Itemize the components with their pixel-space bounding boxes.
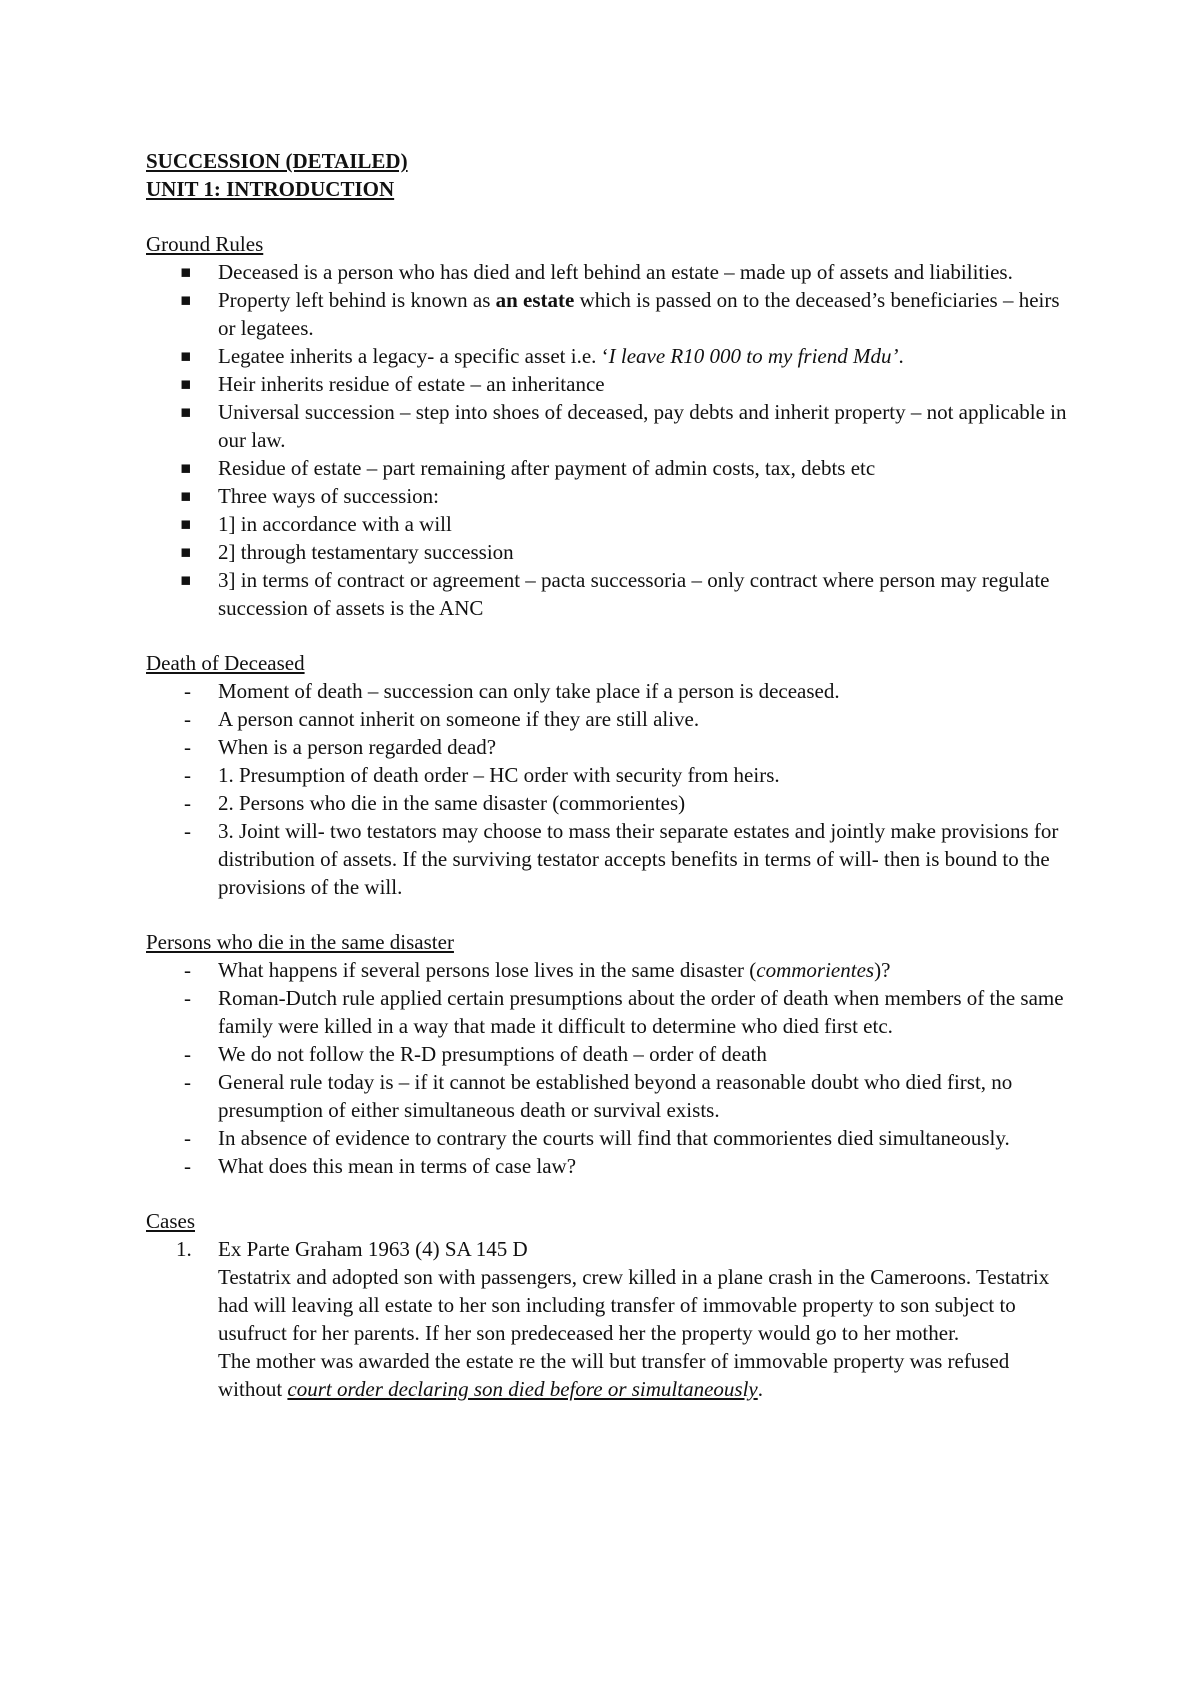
list-item: ▪ Legatee inherits a legacy- a specific asset i.e. ‘I leave R10 000 to my friend Mdu’. — [146, 342, 1076, 370]
case-holding: The mother was awarded the estate re the will but transfer of immovable property was refused without court order declaring son died before or simultaneously. — [218, 1349, 1010, 1401]
list-item: ▪ Property left behind is known as an estate which is passed on to the deceased’s beneficiaries – heirs or legatees. — [146, 286, 1076, 342]
list-item: ▪ Deceased is a person who has died and left behind an estate – made up of assets and liabilities. — [146, 258, 1076, 286]
legacy-example: I leave R10 000 to my friend Mdu’ — [608, 344, 899, 368]
commorientes-term: commorientes — [756, 958, 875, 982]
case-number: 1. — [176, 1237, 192, 1261]
list-item: ▪ 1] in accordance with a will — [146, 510, 1076, 538]
list-item: - 3. Joint will- two testators may choose to mass their separate estates and jointly make provisions for distribution of assets. If the surviving testator accepts benefits in terms of will- then is bound to the provisions of the will. — [146, 817, 1076, 901]
list-item: - When is a person regarded dead? — [146, 733, 1076, 761]
list-item: - In absence of evidence to contrary the courts will find that commorientes died simultaneously. — [146, 1124, 1076, 1152]
unit-title: UNIT 1: INTRODUCTION — [146, 177, 395, 201]
document-body — [146, 147, 1076, 1403]
list-item: ▪ 2] through testamentary succession — [146, 538, 1076, 566]
list-item: - A person cannot inherit on someone if they are still alive. — [146, 705, 1076, 733]
list-item: - What happens if several persons lose lives in the same disaster (commorientes)? — [146, 956, 1076, 984]
list-item: - 2. Persons who die in the same disaster (commorientes) — [146, 789, 1076, 817]
document-title: SUCCESSION (DETAILED) — [146, 149, 408, 173]
same-disaster-heading: Persons who die in the same disaster — [146, 930, 454, 954]
list-item: ▪ Universal succession – step into shoes of deceased, pay debts and inherit property – not applicable in our law. — [146, 398, 1076, 454]
estate-term: an estate — [495, 288, 575, 312]
list-item: - What does this mean in terms of case law? — [146, 1152, 1076, 1180]
same-disaster-list — [146, 956, 1076, 1180]
list-item: ▪ Residue of estate – part remaining after payment of admin costs, tax, debts etc — [146, 454, 1076, 482]
list-item: - Roman-Dutch rule applied certain presumptions about the order of death when members of the same family were killed in a way that made it difficult to determine who died first etc. — [146, 984, 1076, 1040]
cases-list — [146, 1235, 1076, 1403]
case-title: Ex Parte Graham 1963 (4) SA 145 D — [218, 1237, 528, 1261]
list-item: ▪ Three ways of succession: — [146, 482, 1076, 510]
death-of-deceased-list — [146, 677, 1076, 901]
court-order-emphasis: court order declaring son died before or simultaneously — [287, 1377, 758, 1401]
list-item: ▪ 3] in terms of contract or agreement – pacta successoria – only contract where person may regulate succession of assets is the ANC — [146, 566, 1076, 622]
list-item: - General rule today is – if it cannot be established beyond a reasonable doubt who died first, no presumption of either simultaneous death or survival exists. — [146, 1068, 1076, 1124]
death-of-deceased-heading: Death of Deceased — [146, 651, 305, 675]
cases-heading: Cases — [146, 1209, 195, 1233]
list-item: - We do not follow the R-D presumptions of death – order of death — [146, 1040, 1076, 1068]
list-item: - 1. Presumption of death order – HC order with security from heirs. — [146, 761, 1076, 789]
ground-rules-heading: Ground Rules — [146, 232, 264, 256]
case-item — [146, 1235, 1076, 1403]
ground-rules-list — [146, 258, 1076, 622]
case-facts: Testatrix and adopted son with passengers, crew killed in a plane crash in the Cameroons. Testatrix had will leaving all estate to her son including transfer of immovable property to son subject to usufruct for her parents. If her son predeceased her the property would go to her mother. — [218, 1265, 1050, 1345]
list-item: - Moment of death – succession can only take place if a person is deceased. — [146, 677, 1076, 705]
list-item: ▪ Heir inherits residue of estate – an inheritance — [146, 370, 1076, 398]
